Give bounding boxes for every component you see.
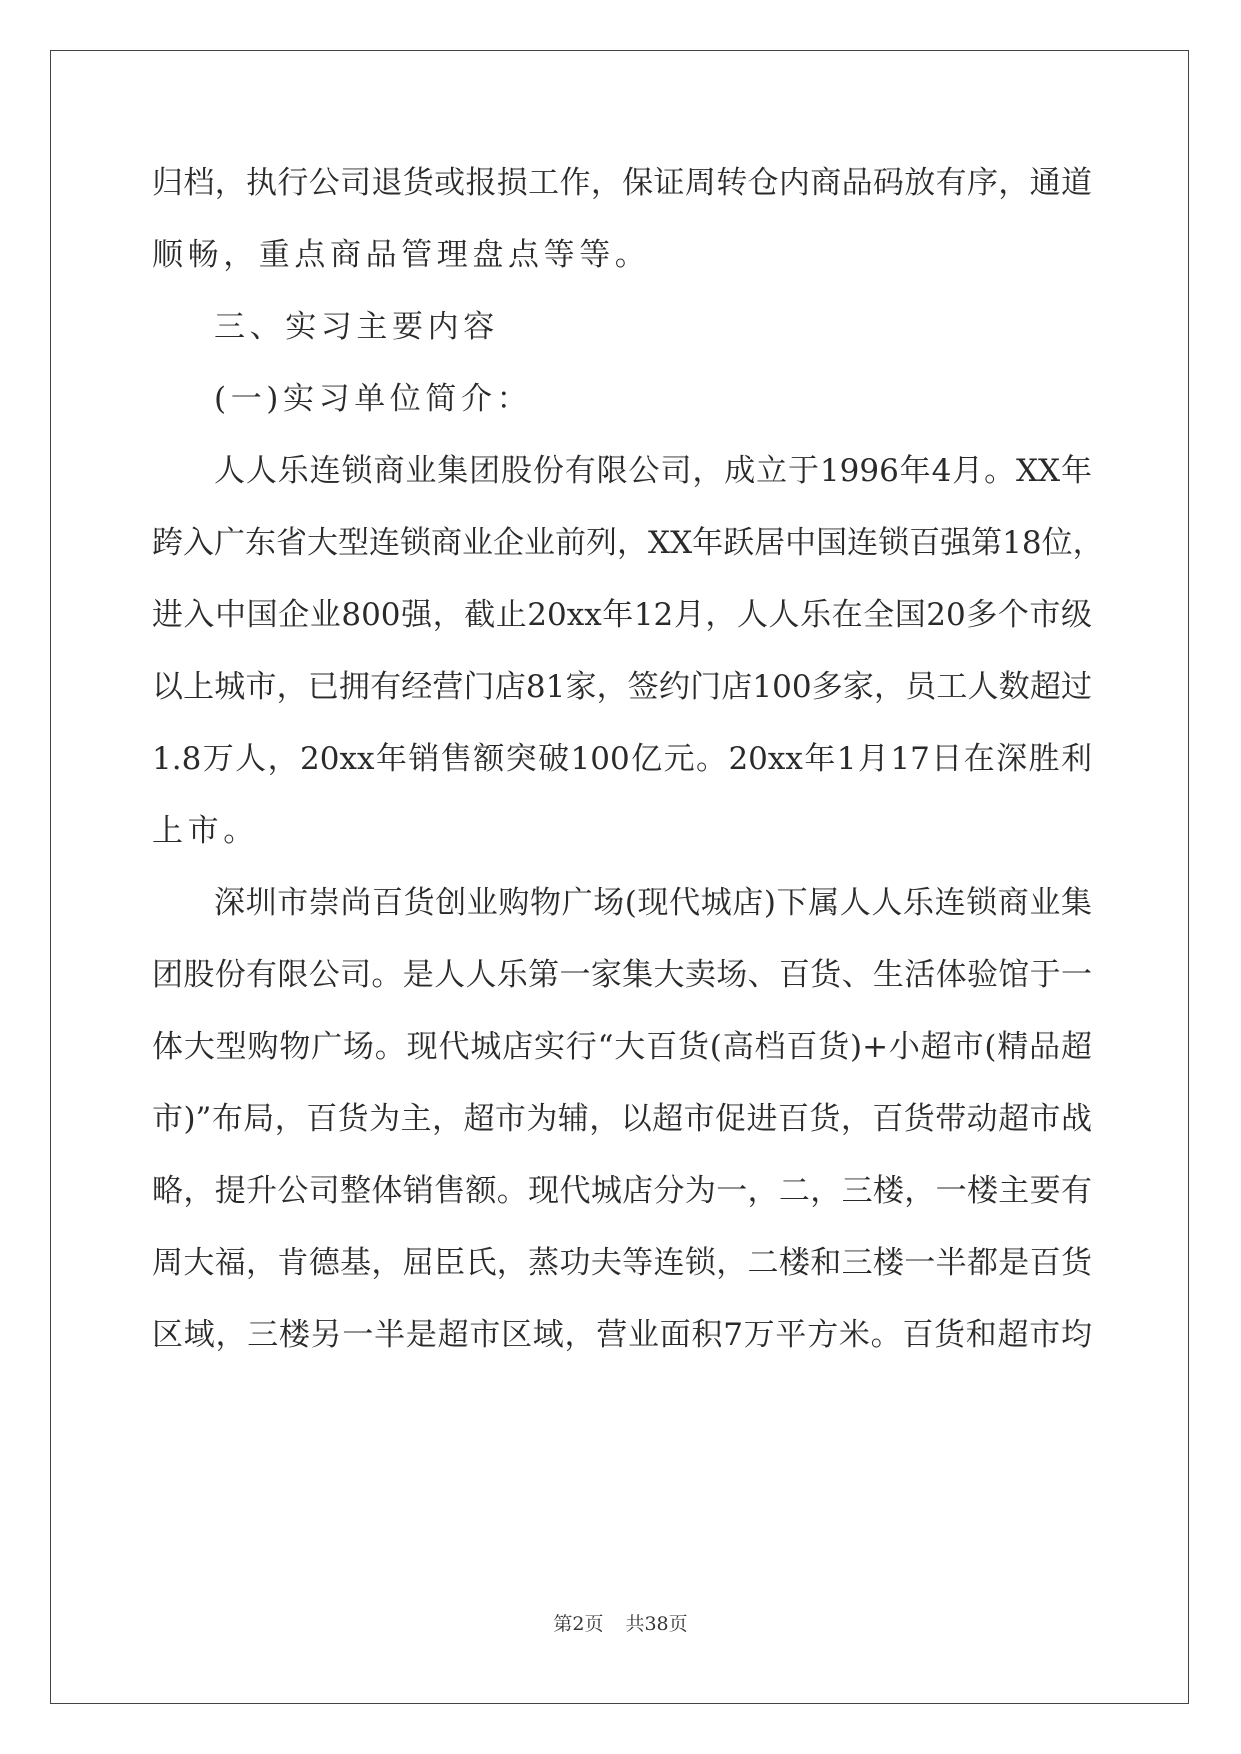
page-total: 共38页 [625, 1613, 688, 1635]
paragraph-line: 团股份有限公司。是人人乐第一家集大卖场、百货、生活体验馆于一 [152, 957, 1092, 993]
paragraph-line: 市)”布局，百货为主，超市为辅，以超市促进百货，百货带动超市战 [152, 1101, 1092, 1137]
paragraph-line: 进入中国企业800强，截止20xx年12月，人人乐在全国20多个市级 [152, 597, 1092, 633]
subsection-heading: (一)实习单位简介： [214, 381, 533, 417]
paragraph-line: 人人乐连锁商业集团股份有限公司，成立于1996年4月。XX年 [214, 453, 1092, 489]
paragraph-line: 区域，三楼另一半是超市区域，营业面积7万平方米。百货和超市均 [152, 1317, 1092, 1353]
page-footer [0, 1612, 1241, 1636]
paragraph-line: 归档，执行公司退货或报损工作，保证周转仓内商品码放有序，通道 [152, 165, 1092, 201]
paragraph-line: 1.8万人，20xx年销售额突破100亿元。20xx年1月17日在深胜利 [152, 741, 1092, 777]
page-number: 第2页 [553, 1613, 604, 1635]
paragraph-line: 略，提升公司整体销售额。现代城店分为一，二，三楼，一楼主要有 [152, 1173, 1092, 1209]
paragraph-line: 顺畅，重点商品管理盘点等等。 [152, 237, 651, 273]
paragraph-line: 以上城市，已拥有经营门店81家，签约门店100多家，员工人数超过 [152, 669, 1092, 705]
page-border [50, 50, 1189, 1704]
paragraph-line: 周大福，肯德基，屈臣氏，蒸功夫等连锁，二楼和三楼一半都是百货 [152, 1245, 1092, 1281]
paragraph-line: 跨入广东省大型连锁商业企业前列，XX年跃居中国连锁百强第18位， [152, 525, 1104, 561]
paragraph-line: 深圳市崇尚百货创业购物广场(现代城店)下属人人乐连锁商业集 [214, 885, 1092, 921]
paragraph-line: 体大型购物广场。现代城店实行“大百货(高档百货)+小超市(精品超 [152, 1029, 1092, 1065]
section-heading: 三、实习主要内容 [214, 309, 499, 345]
paragraph-line: 上市。 [152, 813, 259, 849]
